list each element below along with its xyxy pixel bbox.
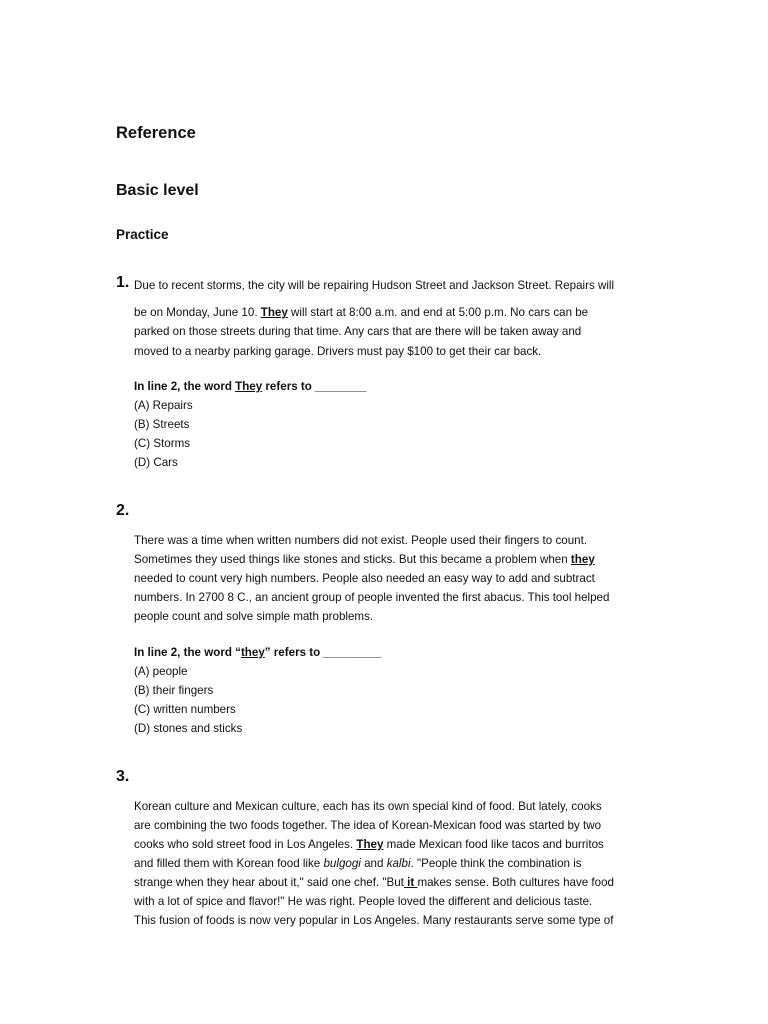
passage-line: There was a time when written numbers did not exist. People used their fingers to count. [134,534,588,547]
passage-line: and filled them with Korean food like bulgogi and kalbi. "People think the combination is [134,857,582,870]
passage-2 [134,531,651,626]
answer-option[interactable]: (D) stones and sticks [134,722,243,735]
passage-line: people count and solve simple math problems. [134,610,374,623]
passage-line: needed to count very high numbers. People also needed an easy way to add and subtract [134,572,595,585]
question-prompt-2: In line 2, the word “they” refers to _________ [134,646,382,659]
answer-option[interactable]: (B) their fingers [134,684,214,697]
passage-line: with a lot of spice and flavor!" He was right. People loved the different and delicious taste. [134,895,593,908]
underlined-word: They [356,838,384,851]
passage-line: Korean culture and Mexican culture, each has its own special kind of food. But lately, cooks [134,800,602,813]
level-heading: Basic level [116,182,199,199]
passage-1 [134,276,651,361]
passage-line: Due to recent storms, the city will be repairing Hudson Street and Jackson Street. Repairs will [134,279,615,292]
passage-line: moved to a nearby parking garage. Drivers must pay $100 to get their car back. [134,344,542,358]
passage-line: This fusion of foods is now very popular in Los Angeles. Many restaurants serve some type of [134,914,614,927]
answer-option[interactable]: (A) Repairs [134,399,193,412]
answer-option[interactable]: (D) Cars [134,456,178,469]
passage-line: cooks who sold street food in Los Angeles. They made Mexican food like tacos and burritos [134,838,604,851]
passage-3 [134,797,651,930]
answer-option[interactable]: (C) written numbers [134,703,236,716]
answer-option[interactable]: (C) Storms [134,437,191,450]
underlined-word: They [260,306,288,320]
question-number-2: 2. [116,502,130,519]
passage-line: parked on those streets during that time. Any cars that are there will be taken away and [134,325,582,339]
passage-line: numbers. In 2700 8 C., an ancient group of people invented the first abacus. This tool helped [134,591,610,604]
answer-option[interactable]: (A) people [134,665,188,678]
answer-option[interactable]: (B) Streets [134,418,190,431]
question-number-3: 3. [116,768,130,785]
passage-line: are combining the two foods together. The idea of Korean-Mexican food was started by two [134,819,602,832]
passage-line: be on Monday, June 10. They will start at 8:00 a.m. and end at 5:00 p.m. No cars can be [134,306,589,320]
question-prompt-1: In line 2, the word They refers to ________ [134,380,367,393]
page-title: Reference [116,124,196,142]
underlined-word: it [403,876,418,889]
passage-line: strange when they hear about it," said one chef. "But it makes sense. Both cultures have food [134,876,614,889]
passage-line: Sometimes they used things like stones and sticks. But this became a problem when they [134,553,595,566]
section-heading: Practice [116,227,169,242]
underlined-word: they [570,553,595,566]
question-number-1: 1. [116,274,130,291]
